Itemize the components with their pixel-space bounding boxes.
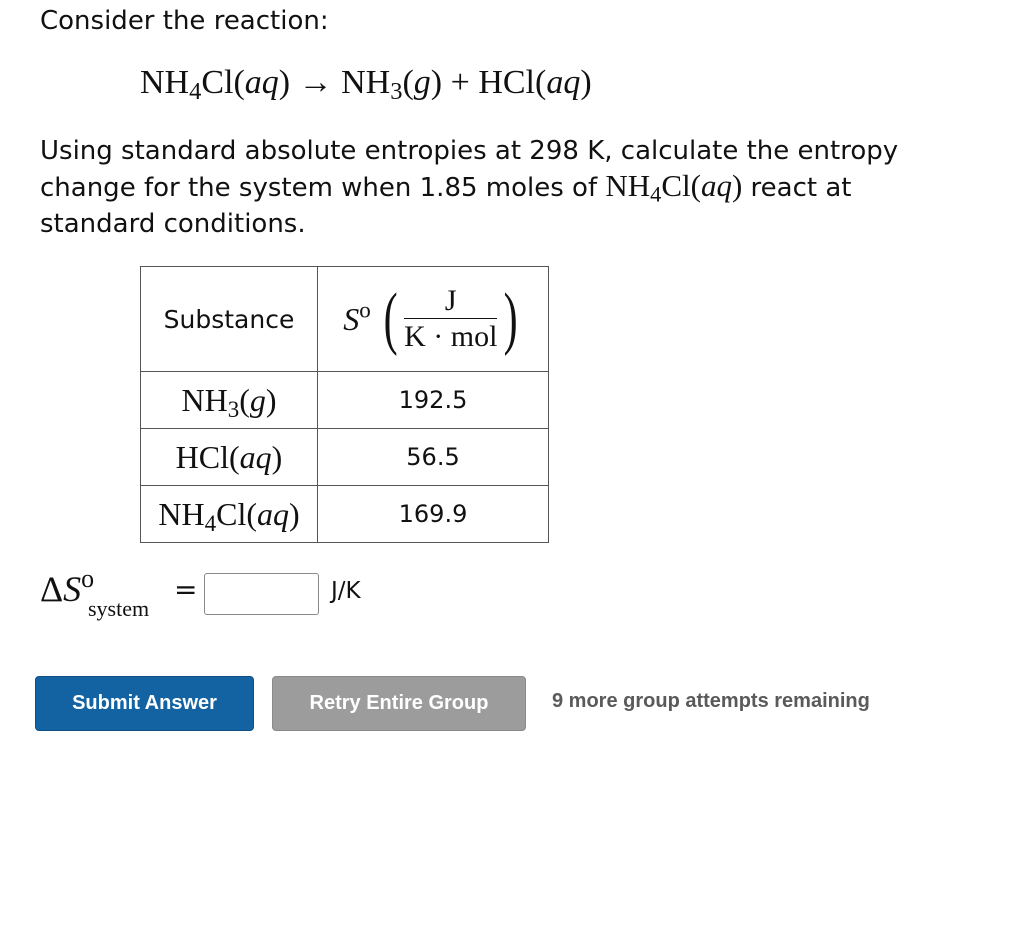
equals-sign: = xyxy=(174,573,198,606)
substance-cell: HCl(aq) xyxy=(141,429,318,486)
product-formula-1: $NH_3(g)$ xyxy=(341,64,443,106)
table-row xyxy=(141,429,549,486)
entropy-value-cell: 192.5 xyxy=(318,372,549,429)
table-row xyxy=(141,372,549,429)
question-line-3: standard conditions. xyxy=(40,209,306,239)
entropy-symbol: $S^o$ xyxy=(343,295,371,337)
unit-fraction: $\frac{J}{\text{K · mol}}$ xyxy=(404,283,498,353)
plus-sign: + xyxy=(450,64,470,101)
delta-s-symbol: $\Delta S^o$ xyxy=(40,563,95,609)
entropy-table xyxy=(140,266,549,543)
entropy-value-cell: 169.9 xyxy=(318,486,549,543)
reaction-arrow: → xyxy=(298,64,333,101)
table-row xyxy=(141,486,549,543)
question-line-1: Using standard absolute entropies at 298 K, calculate the entropy xyxy=(40,136,899,166)
retry-group-button[interactable]: Retry Entire Group xyxy=(272,676,526,731)
reactant-formula: $NH_4Cl(aq)$ xyxy=(140,64,291,106)
reaction-equation xyxy=(140,64,592,106)
delta-s-subscript: system xyxy=(88,596,150,621)
question-line-2: change for the system when 1.85 moles of $NH_4Cl(aq)$ react at xyxy=(40,168,852,207)
question-formula: $NH_4Cl(aq)$ xyxy=(605,168,743,207)
submit-answer-button[interactable]: Submit Answer xyxy=(35,676,254,731)
attempts-remaining-text: 9 more group attempts remaining xyxy=(552,690,870,712)
table-header-row xyxy=(141,267,549,372)
answer-input[interactable] xyxy=(204,573,319,615)
product-formula-2: HCl(aq) xyxy=(478,64,592,101)
substance-cell: $NH_3(g)$ xyxy=(141,372,318,429)
header-substance: Substance xyxy=(141,267,318,372)
intro-text: Consider the reaction: xyxy=(40,6,329,36)
header-entropy: $S^o$ ( $\frac{J}{\text{K · mol}}$ ) xyxy=(318,267,549,372)
entropy-value-cell: 56.5 xyxy=(318,429,549,486)
unit-label: J/K xyxy=(331,578,361,604)
substance-cell: $NH_4Cl(aq)$ xyxy=(141,486,318,543)
